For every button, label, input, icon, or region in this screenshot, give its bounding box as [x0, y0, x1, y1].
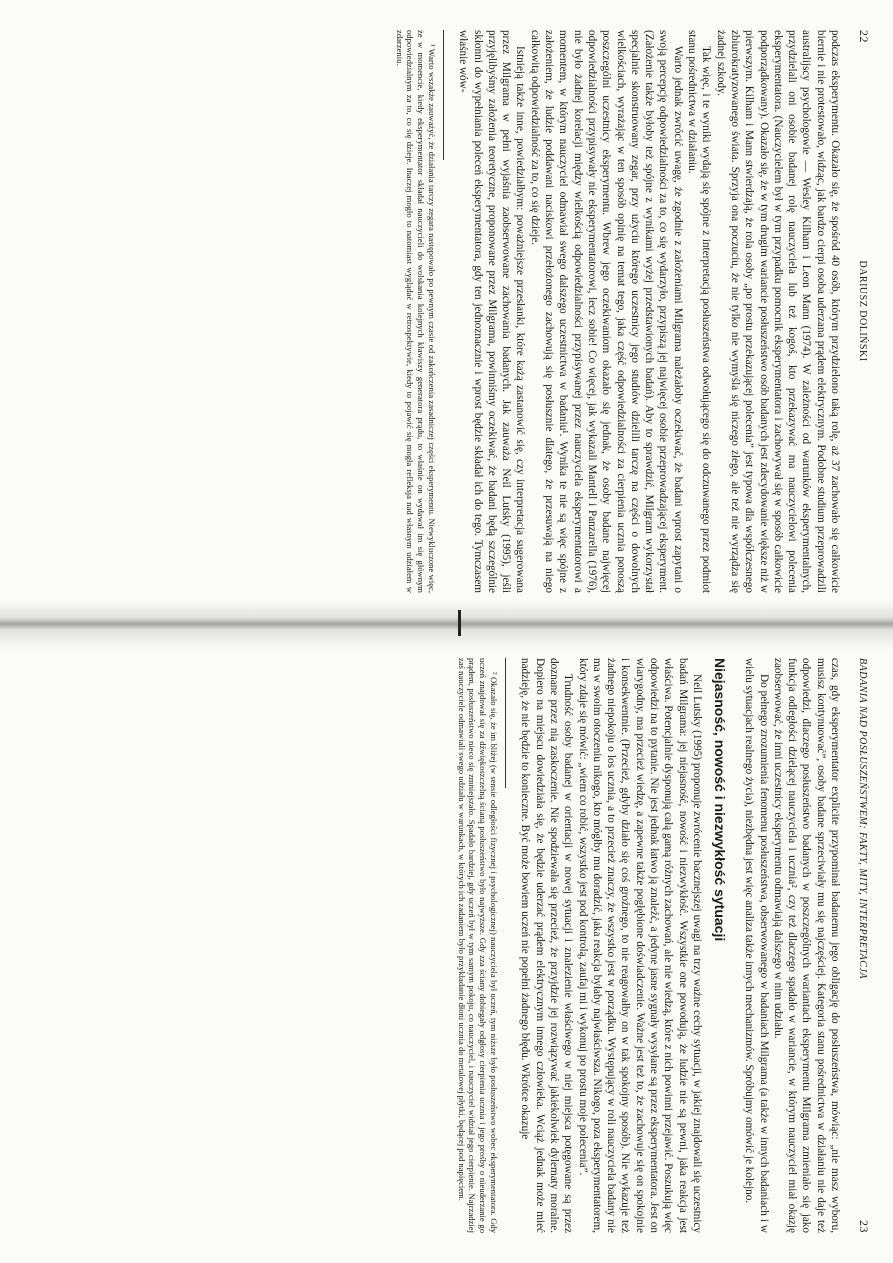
right-paragraph-4: Trudność osoby badanej w orientacji w nowej sytuacji i znalezienie właściwego w niej miejsca potęgowane są przez doznane przez nią zaskoczenie. Nie spodziewała się przecież, że przyjdzie jej rozwiązywać jakiekolwiek dylematy moralne. Dopiero na miejscu dowiedziała się, że będzie uderzać prądem elektrycznym innego człowieka. Wciąż jednak może mieć nadzieję, że nie będzie to konieczne. Być może bowiem uczeń nie popełni żadnego błędu. Wkrótce okazuje [519, 658, 575, 1233]
left-page-number: 22 [857, 30, 871, 43]
left-running-title: DARIUSZ DOLIŃSKI [857, 260, 868, 362]
right-paragraph-1: czas, gdy eksperymentator explicite przypominał badanemu jego obligację do posłuszeństwa, mówiąc: „nie masz wyboru, musisz kontynuować”, osoby badane sprzeciwiały mu się najczęściej. Kategoria stanu pośrednictwa w działaniu nie daje też odpowiedzi, dlaczego posłuszeństwo badanych w poszczególnych wariantach eksperymentu Milgrama zmieniało się jako funkcja odległości dzielącej nauczyciela i ucznia², czy też dlaczego spadało w wariancie, w którym nauczyciel miał okazję zaobserwować, że inni uczestnicy eksperymentu odmawiają dalszego w nim udziału. [771, 658, 841, 1233]
left-paragraph-1: podczas eksperymentu. Okazało się, że spośród 40 osób, którym przydzielono taką rolę, aż 37 zachowało się całkowicie biernie i nie protestowało, widząc, jak bardzo cierpi osoba uderzana prądem elektrycznym. Podobne studium przeprowadzili australijscy psychologowie — Wesley Kilham i Leon Mann (1974). W zależności od warunków eksperymentalnych, przydzielali oni osobie badanej rolę nauczyciela lub też kogoś, kto przekazywać ma nauczycielowi polecenia eksperymentatora. (Nauczycielem był w tym przypadku pomocnik eksperymentatora i zachowywał się w sposób całkowicie podporządkowany). Okazało się, że w tym drugim wariancie posłuszeństwo osób badanych jest zdecydowanie większe niż w pierwszym. Kilham i Mann stwierdzają, że rola osoby „po prostu przekazującej polecenia” jest typowa dla współczesnego zbiurokratyzowanego świata. Sprzyja ona poczuciu, że nie tylko nie wymyśla się niczego złego, ale też nie wyrządza się żadnej szkody. [714, 30, 841, 593]
right-footnote: ² Okazało się, że im bliżej (w sensie odległości fizycznej i psychologicznej) nauczyciela był uczeń, tym niższe było posłuszeństwo wobec eksperymentatora. Gdy uczeń znajdował się za dźwiękoszczelną ścianą posłuszeństwo było najwyższe. Gdy zza ściany dobiegały odgłosy cierpienia ucznia i jego prośby o nieuderzanie go prądem, posłuszeństwo nieco się zmniejszało. Spadało bardziej, gdy uczeń był w tym samym pokoju, co nauczyciel, i nauczyciel widział jego cierpienie. Najrzadziej zaś nauczyciele odmawiali swego udziału w warunkach, w których ich zadaniem było przykładanie dłoni ucznia do metalowej płytki, będącej pod napięciem. [456, 658, 500, 1233]
scan-mark [458, 610, 461, 636]
right-paragraph-2: Do pełnego zrozumienia fenomenu posłuszeństwa, obserwowanego w badaniach Milgrama (a także w innych badaniach i w wielu sytuacjach realnego życia), niezbędna jest więc analiza także innych mechanizmów. Spróbujmy omówić je kolejno. [743, 658, 770, 1233]
left-paragraph-2: Tak więc, i te wyniki wydają się spójne z interpretacją posłuszeństwa odwołującego się do odczuwanego przez podmiot stanu pośrednictwa w działaniu. [686, 30, 713, 593]
left-footnote-rule [443, 30, 444, 160]
right-paragraph-3: Neil Lutsky (1995) proponuje zwrócenie bacznejszej uwagi na trzy ważne cechy sytuacji, w jakiej znajdowali się uczestnicy badań Milgrama: jej niejasność, nowość i niezwykłość. Wszystkie one powodują, że ludzie nie są pewni, jaka reakcja jest właściwa. Potencjalnie dysponują całą gamą różnych zachowań, ale nie wiedzą, które z nich powinni przejawić. Poszukują więc odpowiedzi na to pytanie. Nie jest jednak łatwo ją znaleźć, a jedyne jasne sygnały wysyłane są przez eksperymentatora. Jest on wiarygodny, ma przecież wiedzę, a zapewne także pogłębione doświadczenie. Ważne jest też to, że zachowuje się on spokojnie i konsekwentnie. (Przecież, gdyby działo się coś groźnego, to nie reagowałby on w tak spokojny sposób). Nie wykazuje też żadnego niepokoju o los ucznia, a to przecież znaczy, że wszystko jest w porządku. Występujący w roli nauczyciela badany nie ma w swoim otoczeniu nikogo, kto mógłby mu doradzić, jaka reakcja byłaby najwłaściwsza. Nikogo, poza eksperymentatorem, który zdaje się mówić: „wiem co robić, wszystko jest pod kontrolą, zaufaj mi i wykonuj po prostu moje polecenia”. [576, 658, 703, 1233]
right-footnote-rule [505, 658, 506, 788]
section-heading: Niejasność, nowość i niezwykłość sytuacji [711, 658, 728, 942]
left-page [0, 0, 893, 615]
right-page-number: 23 [857, 1220, 871, 1233]
left-footnote: ¹ Warto wszakże zauważyć, że działania tarczy zegara następowało po pewnym czasie od zakończenia zasadniczej części eksperymentu. Niewykluczone więc, że w momencie, kiedy eksperymentator składał nauczycieli do wolskania kolejnych kławiszy generatora prądu, to właśnie on wydawał im się głównym odpowiedzialnym za to, co się dzieje. Inaczej mogło to natomiast wyglądać w retrospektywie, kiedy to pojawić się mogła refleksja nad własnym udziałem w zdarzeniu. [394, 30, 437, 593]
left-paragraph-4: Istnieją także inne, powiedziałbym: poważniejsze przesłanki, które każą zastanowić się, czy interpretacja sugerowana przez Milgrama w pełni wyjaśnia zaobserwowane zachowania badanych. Jak zauważa Neil Lutsky (1995), jeśli przyjęlibyśmy założenia teoretyczne, proponowane przez Milgrama, powinniśmy oczekiwać, że badani będą szczególnie skłonni do wypełniania poleceń eksperymentatora, gdy ten jednoznacznie i wprost będzie składał ich do tego. Tymczasem właśnie wów- [457, 30, 527, 593]
left-running-head [856, 30, 871, 593]
right-page [0, 636, 893, 1263]
left-paragraph-3: Warto jednak zwrócić uwagę, że zgodnie z założeniami Milgrama należałoby oczekiwać, że badani wprost zapytani o swoją percepcję odpowiedzialności za to, co się wydarzyło, przypiszą jej najwięcej osobie przeprowadzającej eksperyment. (Założenie także byłoby też spójne z wynikami wyżej przedstawionych badań). Aby to sprawdzić, Milgram wykorzystał specjalnie skonstruowany zegar, przy użyciu którego uczestnicy jego studiów dzielili tarczę na części o dowolnych wielkościach, wyrażając w ten sposób opinię na temat tego, jaka część odpowiedzialności za cierpienia ucznia ponoszą poszczególni uczestnicy eksperymentu. Wbrew jego oczekiwaniom okazało się jednak, że osoby badane najwięcej odpowiedzialności przypisywały nie eksperymentatorowi, lecz sobie! Co więcej, jak wykazali Mantell i Panzarella (1976), nie było żadnej korelacji między wielkością odpowiedzialności przypisywanej przez nauczyciela eksperymentatorowi a momentem, w którym nauczyciel odmawiał swego dalszego uczestnictwa w badaniu¹. Wynika te nie są więc spójne z założeniem, że ludzie poddawani naciskowi przełożonego zachowują się posłusznie dlatego, że przesuwają na niego całkowitą odpowiedzialność za to, co się dzieje. [528, 30, 684, 593]
right-running-title: BADANIA NAD POSŁUSZEŃSTWEM: FAKTY, MITY, INTERPRETACJA [857, 658, 868, 980]
right-running-head [856, 658, 871, 1233]
